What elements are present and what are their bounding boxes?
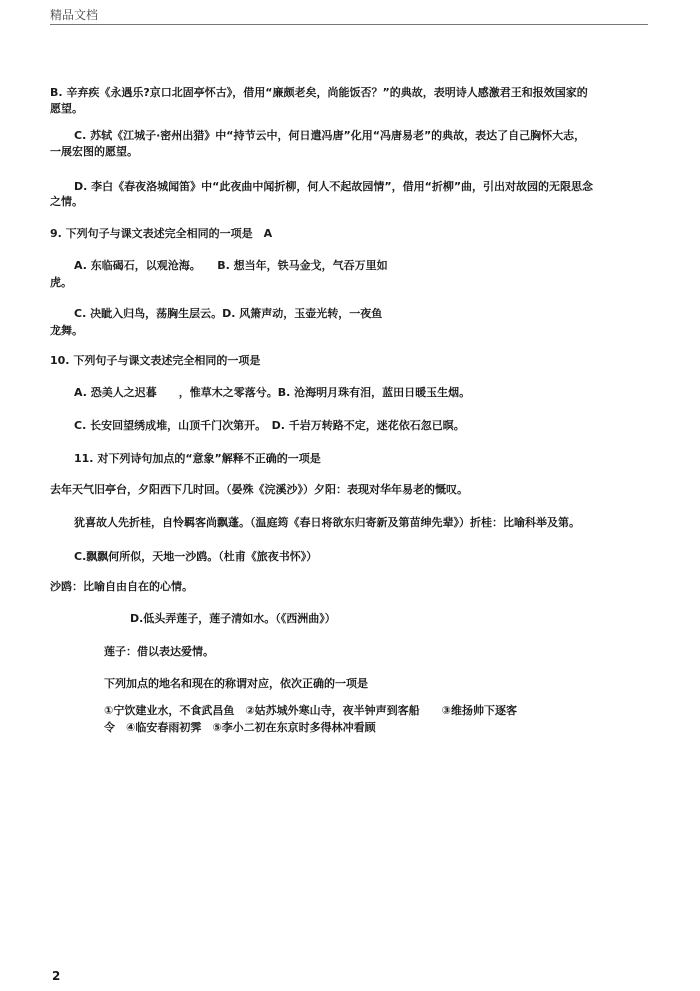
question-11-option-d-note: 莲子：借以表达爱情。 [104, 645, 214, 658]
option-d-line2: 之情。 [50, 195, 83, 208]
question-11-option-b: 犹喜故人先折桂，自怜羁客尚飘蓬。（温庭筠《春日将欲东归寄新及第苗绅先辈》）折桂：比喻科举及第。 [74, 516, 580, 529]
question-12-items-line1: ①宁饮建业水，不食武昌鱼 ②姑苏城外寒山寺，夜半钟声到客船 ③维扬帅下逐客 [104, 704, 517, 717]
header-rule [50, 24, 648, 25]
page-number: 2 [52, 969, 61, 983]
option-c-line1: C. 苏轼《江城子·密州出猎》中“持节云中，何日遣冯唐”化用“冯唐易老”的典故，表达了自己胸怀大志， [74, 129, 586, 142]
option-c-line2: 一展宏图的愿望。 [50, 145, 138, 158]
question-12-items-line2: 令 ④临安春雨初霁 ⑤李小二初在东京时多得林冲看顾 [104, 721, 376, 734]
question-9-options-ab: A. 东临碣石，以观沧海。 B. 想当年，铁马金戈，气吞万里如 [74, 259, 388, 272]
question-10-options-cd: C. 长安回望绣成堆，山顶千门次第开。 D. 千岩万转路不定，迷花依石忽已暝。 [74, 419, 465, 432]
question-9-options-cd-cont: 龙舞。 [50, 324, 83, 337]
option-d-line1: D. 李白《春夜洛城闻笛》中“此夜曲中闻折柳，何人不起故园情”，借用“折柳”曲，引出对故园的无限思念 [74, 180, 594, 193]
question-11: 11. 对下列诗句加点的“意象”解释不正确的一项是 [74, 452, 321, 465]
option-b-line1: B. 辛弃疾《永遇乐?京口北固亭怀古》，借用“廉颇老矣，尚能饭否？”的典故，表明诗人感激君王和报效国家的 [50, 86, 588, 99]
option-b-line2: 愿望。 [50, 102, 83, 115]
question-12: 下列加点的地名和现在的称谓对应，依次正确的一项是 [104, 677, 368, 690]
question-9: 9. 下列句子与课文表述完全相同的一项是 A [50, 227, 273, 240]
page-header-title: 精品文档 [50, 8, 99, 22]
question-11-option-d: D.低头弄莲子，莲子清如水。（《西洲曲》） [130, 612, 336, 625]
question-9-options-ab-cont: 虎。 [50, 276, 72, 289]
question-9-options-cd: C. 决眦入归鸟，荡胸生层云。D. 风箫声动，玉壶光转，一夜鱼 [74, 307, 383, 320]
question-11-option-a: 去年天气旧亭台，夕阳西下几时回。（晏殊《浣溪沙》）夕阳：表现对华年易老的慨叹。 [50, 483, 468, 496]
question-11-option-c: C.飘飘何所似，天地一沙鸥。（杜甫《旅夜书怀》） [74, 550, 318, 563]
question-10-options-ab: A. 恐美人之迟暮 ，惟草木之零落兮。B. 沧海明月珠有泪，蓝田日暖玉生烟。 [74, 386, 471, 399]
question-10: 10. 下列句子与课文表述完全相同的一项是 [50, 354, 261, 367]
question-11-option-c-note: 沙鸥：比喻自由自在的心情。 [50, 580, 193, 593]
